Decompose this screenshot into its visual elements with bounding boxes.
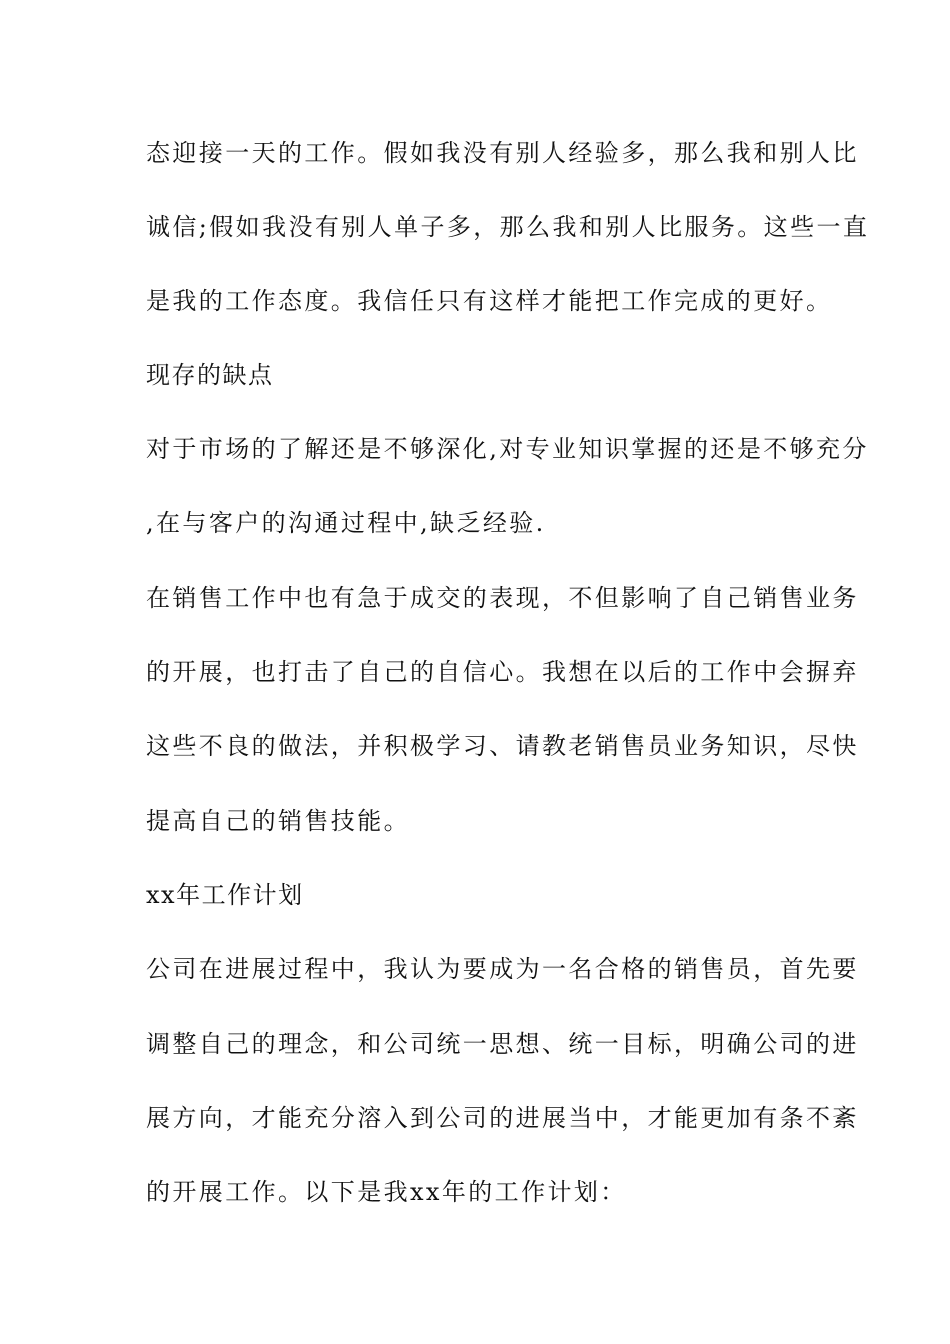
paragraph-line: 调整自己的理念，和公司统一思想、统一目标，明确公司的进 (146, 1030, 859, 1058)
paragraph-line: 态迎接一天的工作。假如我没有别人经验多，那么我和别人比 (146, 139, 859, 167)
paragraph-line: 是我的工作态度。我信任只有这样才能把工作完成的更好。 (146, 287, 833, 315)
paragraph-line: 的开展工作。以下是我xx年的工作计划： (146, 1178, 627, 1206)
paragraph-line: 的开展，也打击了自己的自信心。我想在以后的工作中会摒弃 (146, 658, 859, 686)
section-heading: xx年工作计划 (146, 881, 304, 909)
paragraph-line: 展方向，才能充分溶入到公司的进展当中，才能更加有条不紊 (146, 1104, 859, 1132)
paragraph-line: 对于市场的了解还是不够深化,对专业知识掌握的还是不够充分 (146, 435, 869, 463)
paragraph-line: 诚信;假如我没有别人单子多，那么我和别人比服务。这些一直 (146, 213, 870, 241)
paragraph-line: ,在与客户的沟通过程中,缺乏经验. (146, 509, 546, 537)
paragraph-line: 提高自己的销售技能。 (146, 807, 410, 835)
section-heading: 现存的缺点 (146, 361, 274, 389)
paragraph-line: 在销售工作中也有急于成交的表现，不但影响了自己销售业务 (146, 584, 859, 612)
paragraph-line: 公司在进展过程中，我认为要成为一名合格的销售员，首先要 (146, 955, 859, 983)
paragraph-line: 这些不良的做法，并积极学习、请教老销售员业务知识，尽快 (146, 732, 859, 760)
